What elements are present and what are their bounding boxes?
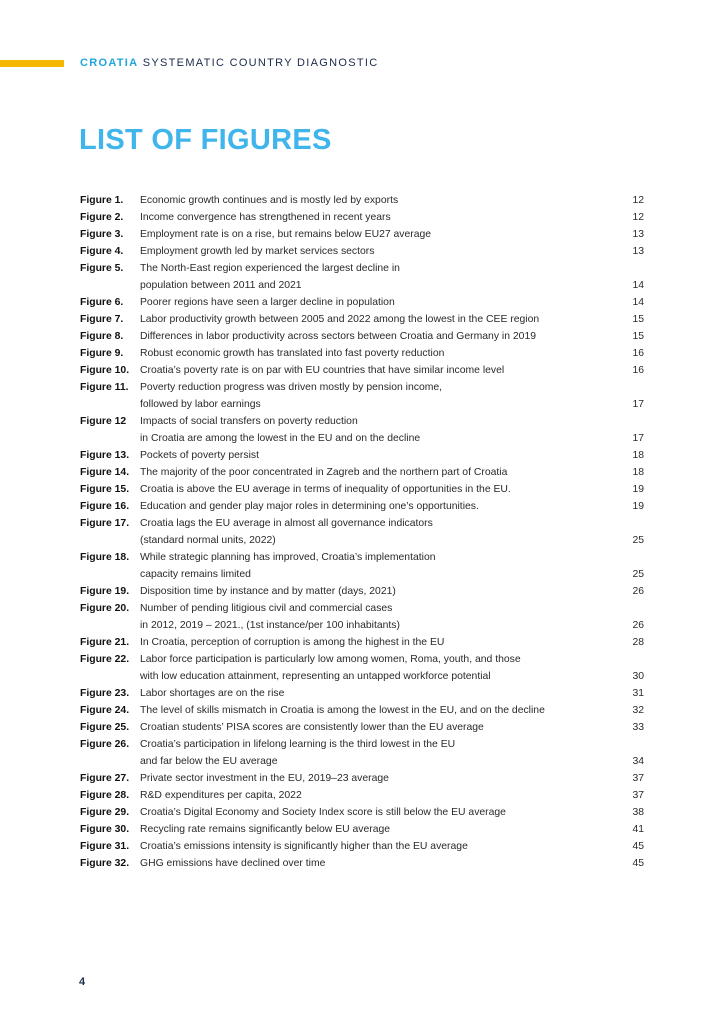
- figure-caption: Labor shortages are on the rise: [140, 688, 285, 699]
- figure-label: Figure 7.: [80, 314, 124, 325]
- figure-entry[interactable]: [80, 413, 644, 447]
- figure-page-number: 45: [632, 841, 644, 852]
- figure-page-number: 25: [632, 569, 644, 580]
- figure-caption: In Croatia, perception of corruption is among the highest in the EU: [140, 637, 445, 648]
- figure-caption: Income convergence has strengthened in recent years: [140, 212, 391, 223]
- figure-entry[interactable]: [80, 515, 644, 549]
- figure-caption: Differences in labor productivity across sectors between Croatia and Germany in 2019: [140, 331, 537, 342]
- figure-caption: Employment growth led by market services sectors: [140, 246, 375, 257]
- figure-caption: R&D expenditures per capita, 2022: [140, 790, 302, 801]
- figure-page-number: 14: [632, 297, 644, 308]
- figure-entry[interactable]: [80, 855, 644, 872]
- figure-caption: Croatia’s participation in lifelong learning is the third lowest in the EU and far below the EU average: [140, 739, 456, 767]
- figure-label: Figure 28.: [80, 790, 130, 801]
- figure-page-number: 30: [632, 671, 644, 682]
- figure-label: Figure 20.: [80, 603, 130, 614]
- figure-label: Figure 8.: [80, 331, 124, 342]
- figure-page-number: 32: [632, 705, 644, 716]
- figure-entry[interactable]: [80, 294, 644, 311]
- figure-entry[interactable]: [80, 787, 644, 804]
- figure-label: Figure 22.: [80, 654, 130, 665]
- figure-page-number: 41: [632, 824, 644, 835]
- figure-label: Figure 1.: [80, 195, 124, 206]
- figure-caption: Croatia lags the EU average in almost all governance indicators (standard normal units, 2022): [140, 518, 433, 546]
- figure-page-number: 15: [632, 314, 644, 325]
- figure-label: Figure 27.: [80, 773, 130, 784]
- figure-caption: Robust economic growth has translated into fast poverty reduction: [140, 348, 445, 359]
- figure-label: Figure 15.: [80, 484, 130, 495]
- figure-page-number: 37: [632, 790, 644, 801]
- figure-entry[interactable]: [80, 192, 644, 209]
- figure-label: Figure 6.: [80, 297, 124, 308]
- figure-entry[interactable]: [80, 311, 644, 328]
- figure-label: Figure 32.: [80, 858, 130, 869]
- figure-entry[interactable]: [80, 498, 644, 515]
- figure-caption: Employment rate is on a rise, but remains below EU27 average: [140, 229, 432, 240]
- figure-page-number: 17: [632, 433, 644, 444]
- figure-caption: Impacts of social transfers on poverty reduction in Croatia are among the lowest in the EU and on the decline: [140, 416, 421, 444]
- figure-page-number: 17: [632, 399, 644, 410]
- figure-label: Figure 19.: [80, 586, 130, 597]
- figure-entry[interactable]: [80, 447, 644, 464]
- figure-caption: While strategic planning has improved, Croatia’s implementation capacity remains limited: [140, 552, 436, 580]
- figure-list: [80, 192, 644, 872]
- figure-label: Figure 24.: [80, 705, 130, 716]
- figure-caption: Pockets of poverty persist: [140, 450, 259, 461]
- figure-entry[interactable]: [80, 702, 644, 719]
- figure-caption: Disposition time by instance and by matter (days, 2021): [140, 586, 396, 597]
- figure-caption: Recycling rate remains significantly below EU average: [140, 824, 391, 835]
- figure-caption: Labor force participation is particularly low among women, Roma, youth, and those with low education attainment, representing an untapped workforce potential: [140, 654, 521, 682]
- figure-page-number: 12: [632, 195, 644, 206]
- figure-caption: Poverty reduction progress was driven mostly by pension income, followed by labor earnings: [140, 382, 443, 410]
- figure-page-number: 37: [632, 773, 644, 784]
- header-subtitle: SYSTEMATIC COUNTRY DIAGNOSTIC: [142, 57, 379, 69]
- figure-page-number: 19: [632, 501, 644, 512]
- figure-page-number: 13: [632, 229, 644, 240]
- figure-label: Figure 30.: [80, 824, 130, 835]
- figure-entry[interactable]: [80, 260, 644, 294]
- header-accent-bar: [0, 60, 64, 67]
- figure-label: Figure 10.: [80, 365, 130, 376]
- figure-caption: Poorer regions have seen a larger decline in population: [140, 297, 395, 308]
- figure-entry[interactable]: [80, 209, 644, 226]
- figure-label: Figure 23.: [80, 688, 130, 699]
- figure-entry[interactable]: [80, 838, 644, 855]
- figure-entry[interactable]: [80, 328, 644, 345]
- figure-page-number: 19: [632, 484, 644, 495]
- figure-caption: The level of skills mismatch in Croatia is among the lowest in the EU, and on the decline: [140, 705, 545, 716]
- figure-entry[interactable]: [80, 770, 644, 787]
- running-header: [80, 57, 378, 69]
- figure-entry[interactable]: [80, 464, 644, 481]
- figure-label: Figure 9.: [80, 348, 124, 359]
- figure-label: Figure 25.: [80, 722, 130, 733]
- figure-page-number: 31: [632, 688, 644, 699]
- figure-entry[interactable]: [80, 345, 644, 362]
- figure-entry[interactable]: [80, 481, 644, 498]
- figure-label: Figure 17.: [80, 518, 130, 529]
- figure-caption: Croatia is above the EU average in terms of inequality of opportunities in the EU.: [140, 484, 511, 495]
- figure-page-number: 28: [632, 637, 644, 648]
- figure-label: Figure 14.: [80, 467, 130, 478]
- figure-caption: The majority of the poor concentrated in Zagreb and the northern part of Croatia: [140, 467, 508, 478]
- header-brand: CROATIA: [80, 57, 139, 69]
- figure-entry[interactable]: [80, 549, 644, 583]
- figure-entry[interactable]: [80, 804, 644, 821]
- figure-page-number: 38: [632, 807, 644, 818]
- figure-page-number: 16: [632, 365, 644, 376]
- figure-label: Figure 5.: [80, 263, 124, 274]
- figure-label: Figure 13.: [80, 450, 130, 461]
- figure-page-number: 16: [632, 348, 644, 359]
- figure-page-number: 14: [632, 280, 644, 291]
- figure-label: Figure 26.: [80, 739, 130, 750]
- figure-page-number: 13: [632, 246, 644, 257]
- figure-entry[interactable]: [80, 600, 644, 634]
- figure-entry[interactable]: [80, 379, 644, 413]
- figure-entry[interactable]: [80, 583, 644, 600]
- figure-entry[interactable]: [80, 634, 644, 651]
- figure-label: Figure 4.: [80, 246, 124, 257]
- figure-page-number: 12: [632, 212, 644, 223]
- figure-caption: GHG emissions have declined over time: [140, 858, 326, 869]
- figure-page-number: 18: [632, 467, 644, 478]
- figure-caption: Croatian students’ PISA scores are consistently lower than the EU average: [140, 722, 484, 733]
- figure-entry[interactable]: [80, 226, 644, 243]
- figure-page-number: 45: [632, 858, 644, 869]
- figure-page-number: 18: [632, 450, 644, 461]
- figure-entry[interactable]: [80, 651, 644, 685]
- figure-entry[interactable]: [80, 685, 644, 702]
- page-number: 4: [79, 976, 86, 988]
- page-title: LIST OF FIGURES: [79, 124, 332, 156]
- figure-caption: Croatia’s Digital Economy and Society Index score is still below the EU average: [140, 807, 506, 818]
- figure-entry[interactable]: [80, 362, 644, 379]
- figure-page-number: 26: [632, 586, 644, 597]
- figure-label: Figure 31.: [80, 841, 130, 852]
- figure-caption: The North-East region experienced the largest decline in population between 2011 and 2021: [140, 263, 400, 291]
- figure-page-number: 26: [632, 620, 644, 631]
- figure-entry[interactable]: [80, 736, 644, 770]
- figure-label: Figure 18.: [80, 552, 130, 563]
- figure-caption: Economic growth continues and is mostly led by exports: [140, 195, 399, 206]
- figure-label: Figure 11.: [80, 382, 129, 393]
- figure-label: Figure 2.: [80, 212, 124, 223]
- figure-page-number: 34: [632, 756, 644, 767]
- figure-caption: Private sector investment in the EU, 2019–23 average: [140, 773, 389, 784]
- figure-entry[interactable]: [80, 821, 644, 838]
- figure-label: Figure 16.: [80, 501, 130, 512]
- figure-caption: Labor productivity growth between 2005 and 2022 among the lowest in the CEE region: [140, 314, 540, 325]
- figure-page-number: 25: [632, 535, 644, 546]
- figure-page-number: 15: [632, 331, 644, 342]
- figure-label: Figure 3.: [80, 229, 124, 240]
- figure-entry[interactable]: [80, 719, 644, 736]
- figure-label: Figure 12: [80, 416, 127, 427]
- figure-page-number: 33: [632, 722, 644, 733]
- figure-entry[interactable]: [80, 243, 644, 260]
- figure-caption: Croatia’s emissions intensity is significantly higher than the EU average: [140, 841, 468, 852]
- figure-caption: Education and gender play major roles in determining one’s opportunities.: [140, 501, 479, 512]
- figure-caption: Croatia’s poverty rate is on par with EU countries that have similar income level: [140, 365, 505, 376]
- figure-label: Figure 21.: [80, 637, 130, 648]
- figure-caption: Number of pending litigious civil and commercial cases in 2012, 2019 – 2021., (1st instance/per 100 inhabitants): [140, 603, 400, 631]
- figure-label: Figure 29.: [80, 807, 130, 818]
